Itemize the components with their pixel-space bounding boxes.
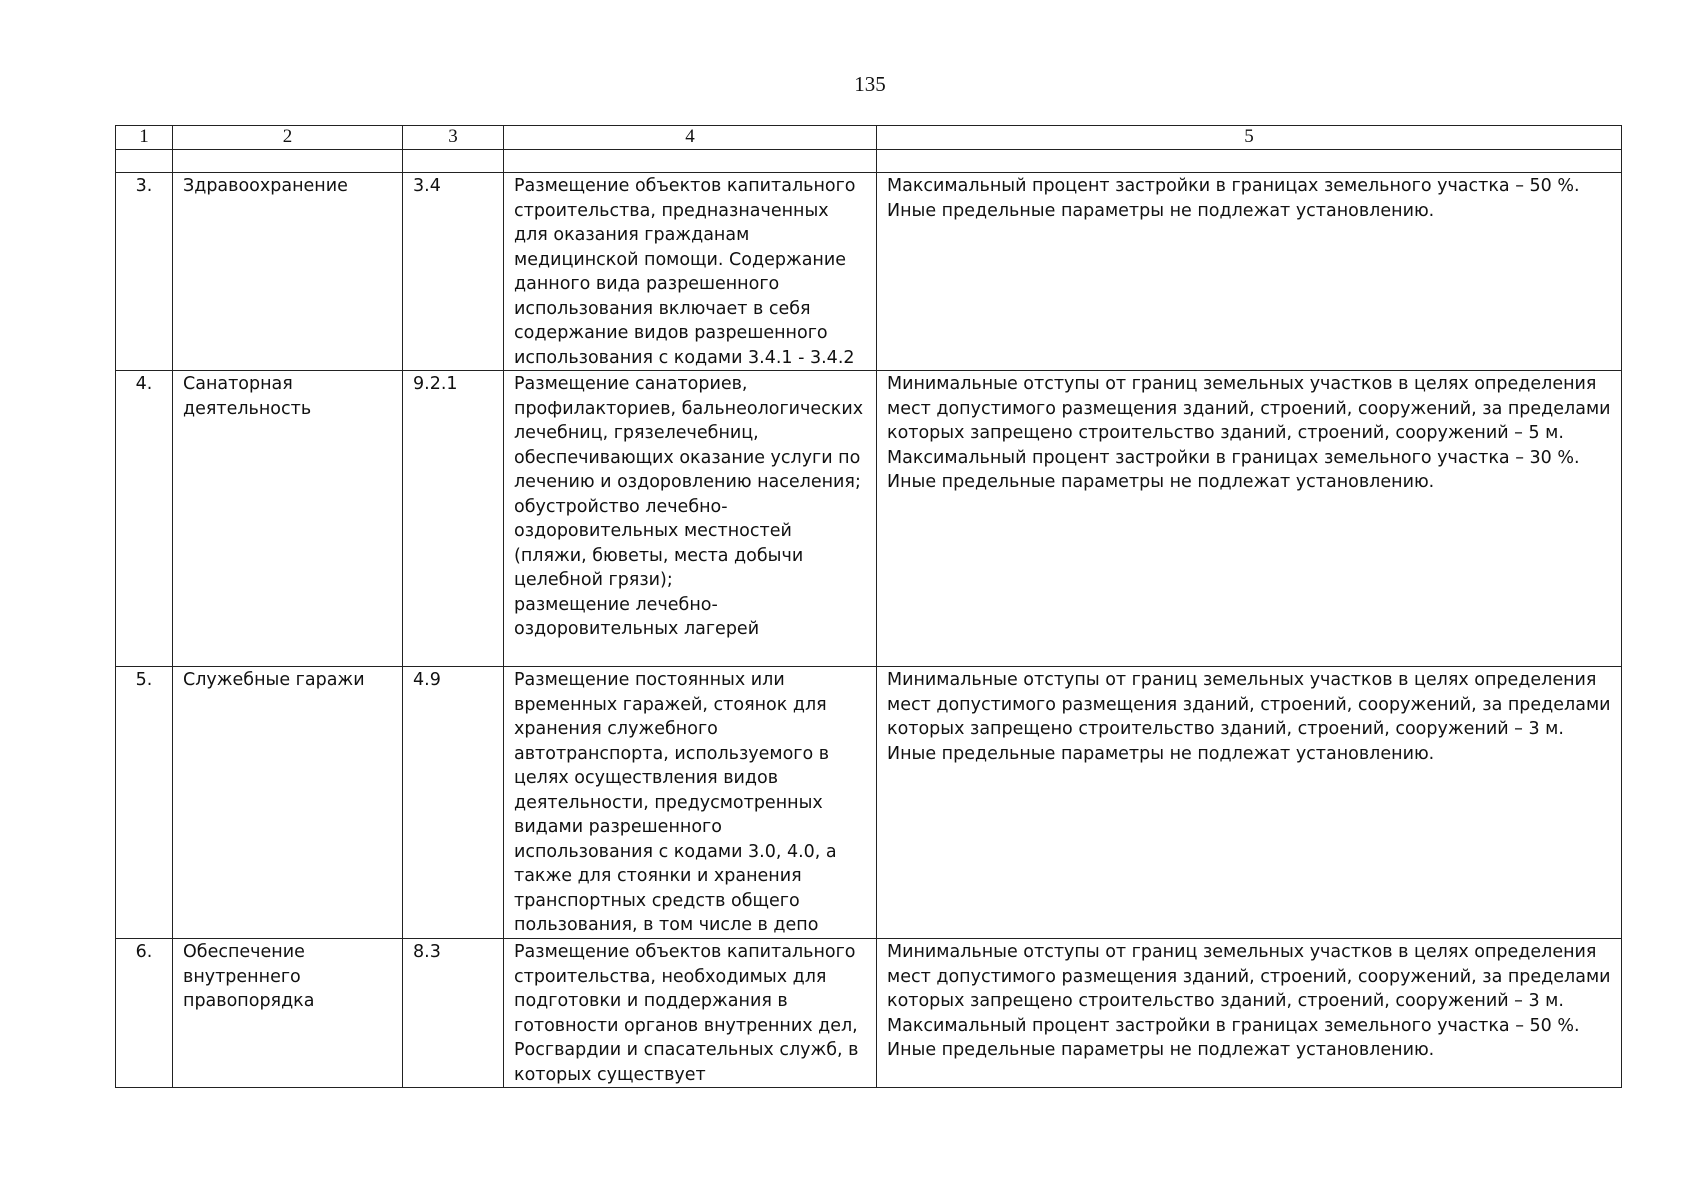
column-header-4: 4 — [504, 126, 877, 150]
column-header-2: 2 — [173, 126, 403, 150]
use-parameters — [877, 173, 1622, 371]
row-number: 4. — [116, 371, 173, 667]
row-number: 3. — [116, 173, 173, 371]
page-number: 135 — [854, 72, 886, 96]
use-description — [504, 371, 877, 667]
use-code: 8.3 — [403, 939, 504, 1088]
table-row — [116, 371, 1622, 667]
blank-cell — [504, 150, 877, 173]
use-description — [504, 173, 877, 371]
use-parameters — [877, 667, 1622, 939]
use-name: Санаторная деятельность — [173, 371, 403, 667]
blank-row — [116, 150, 1622, 173]
table-row — [116, 667, 1622, 939]
blank-cell — [403, 150, 504, 173]
use-name: Служебные гаражи — [173, 667, 403, 939]
description-line: обустройство лечебно-оздоровительных местностей (пляжи, бюветы, места добычи целебной грязи); — [514, 496, 804, 590]
use-code: 3.4 — [403, 173, 504, 371]
use-code: 9.2.1 — [403, 371, 504, 667]
use-parameters — [877, 939, 1622, 1088]
description-line: Размещение постоянных или временных гаражей, стоянок для хранения служебного автотранспорта, используемого в целях осуществления видов деятельности, предусмотренных видами разрешенного использования с кодами 3.0, 4.0, а также для стоянки и хранения транспортных средств общего пользования, в том числе в депо — [514, 670, 837, 935]
use-name: Здравоохранение — [173, 173, 403, 371]
column-number-row — [116, 126, 1622, 150]
description-line: Размещение санаториев, профилакториев, бальнеологических лечебниц, грязелечебниц, обеспечивающих оказание услуги по лечению и оздоровлению населения; — [514, 374, 864, 492]
column-header-3: 3 — [403, 126, 504, 150]
parameter-line: Иные предельные параметры не подлежат установлению. — [887, 1040, 1435, 1060]
blank-cell — [173, 150, 403, 173]
blank-cell — [116, 150, 173, 173]
parameter-line: Минимальные отступы от границ земельных участков в целях определения мест допустимого размещения зданий, строений, сооружений, за пределами которых запрещено строительство зданий, строений, сооружений – 3 м. — [887, 670, 1611, 739]
parameter-line: Максимальный процент застройки в границах земельного участка – 50 %. — [887, 176, 1580, 196]
parameter-line: Максимальный процент застройки в границах земельного участка – 30 %. — [887, 447, 1580, 468]
use-name: Обеспечение внутреннего правопорядка — [173, 939, 403, 1088]
parameter-line: Иные предельные параметры не подлежат установлению. — [887, 472, 1435, 492]
description-line: Размещение объектов капитального строительства, предназначенных для оказания гражданам медицинской помощи. Содержание данного вида разрешенного использования включает в себя содержание видов разрешенного использования с кодами 3.4.1 - 3.4.2 — [514, 176, 856, 368]
parameter-line: Иные предельные параметры не подлежат установлению. — [887, 200, 1435, 221]
use-description — [504, 939, 877, 1088]
parameter-line: Максимальный процент застройки в границах земельного участка – 50 %. — [887, 1015, 1580, 1036]
use-parameters — [877, 371, 1622, 667]
parameter-line: Иные предельные параметры не подлежат установлению. — [887, 743, 1435, 764]
description-line: размещение лечебно-оздоровительных лагерей — [514, 594, 760, 639]
parameter-line: Минимальные отступы от границ земельных участков в целях определения мест допустимого размещения зданий, строений, сооружений, за пределами которых запрещено строительство зданий, строений, сооружений – 3 м. — [887, 942, 1611, 1011]
row-number: 6. — [116, 939, 173, 1088]
description-line: Размещение объектов капитального строительства, необходимых для подготовки и поддержания в готовности органов внутренних дел, Росгвардии и спасательных служб, в которых существует — [514, 942, 859, 1085]
land-use-table — [115, 125, 1622, 1088]
blank-cell — [877, 150, 1622, 173]
use-description — [504, 667, 877, 939]
table-row — [116, 173, 1622, 371]
parameter-line: Минимальные отступы от границ земельных участков в целях определения мест допустимого размещения зданий, строений, сооружений, за пределами которых запрещено строительство зданий, строений, сооружений – 5 м. — [887, 374, 1611, 443]
row-number: 5. — [116, 667, 173, 939]
column-header-1: 1 — [116, 126, 173, 150]
table-row — [116, 939, 1622, 1088]
column-header-5: 5 — [877, 126, 1622, 150]
use-code: 4.9 — [403, 667, 504, 939]
